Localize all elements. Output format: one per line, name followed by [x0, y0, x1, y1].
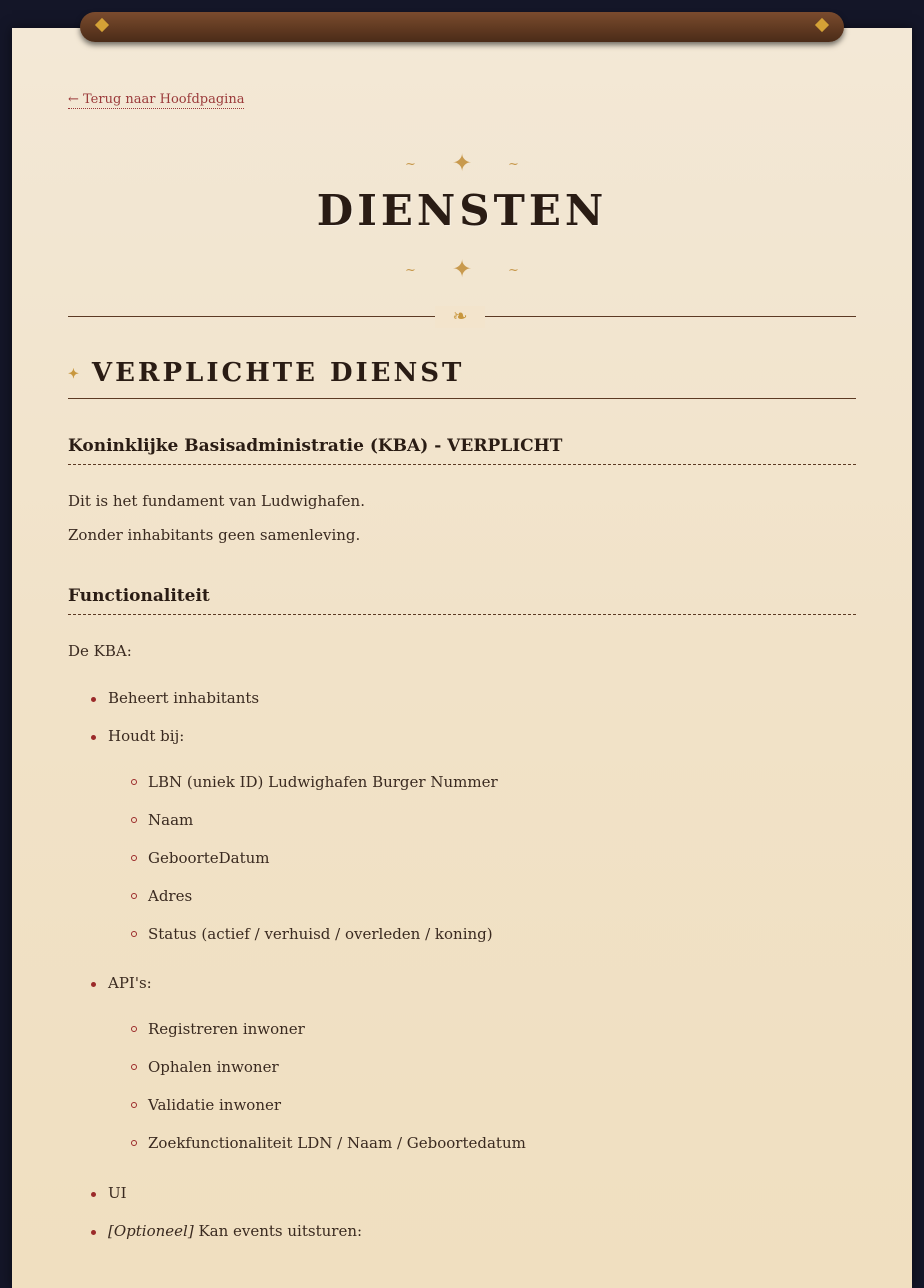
section-heading: [68, 358, 856, 399]
intro-line-2: Zonder inhabitants geen samenleving.: [68, 526, 361, 544]
list-item-optional-events: [108, 1222, 362, 1240]
sublist-item-zoekfunctionaliteit: Zoekfunctionaliteit LDN / Naam / Geboortedatum: [148, 1134, 526, 1152]
back-to-home-link[interactable]: ← Terug naar Hoofdpagina: [68, 92, 245, 107]
page-title: DIENSTEN: [316, 186, 608, 235]
sublist-item-validatie: Validatie inwoner: [148, 1096, 282, 1114]
list-item-apis: API's:: [108, 974, 152, 992]
kba-subheading: Koninklijke Basisadministratie (KBA) - VERPLICHT: [68, 436, 856, 465]
tilde-icon: ~: [405, 157, 416, 172]
sublist-item-geboortedatum: GeboorteDatum: [148, 849, 270, 867]
sublist-item-naam: Naam: [148, 811, 194, 829]
star-icon: ✦: [451, 149, 473, 177]
list-item-beheert: Beheert inhabitants: [108, 689, 260, 707]
sublist-item-lbn: LBN (uniek ID) Ludwighafen Burger Nummer: [148, 773, 498, 791]
star-icon: ✦: [451, 255, 473, 283]
intro-line-1: Dit is het fundament van Ludwighafen.: [68, 492, 365, 510]
rod-cap-left-icon: [95, 18, 109, 32]
parchment-page: [12, 28, 912, 1288]
sublist-item-registreren: Registreren inwoner: [148, 1020, 305, 1038]
scroll-rod: [80, 12, 844, 42]
functionality-heading: Functionaliteit: [68, 586, 856, 615]
fleuron-icon: ❧: [435, 306, 485, 328]
optional-label: [Optioneel]: [108, 1222, 194, 1240]
list-item-houdt-bij: Houdt bij:: [108, 727, 185, 745]
tilde-icon: ~: [508, 157, 519, 172]
optional-text: Kan events uitsturen:: [193, 1222, 363, 1240]
functionality-lead: De KBA:: [68, 642, 132, 660]
sublist-item-status: Status (actief / verhuisd / overleden / koning): [148, 925, 493, 943]
list-item-ui: UI: [108, 1184, 127, 1202]
sparkle-icon: ✦: [68, 366, 82, 382]
tilde-icon: ~: [508, 263, 519, 278]
title-ornament-top: [68, 146, 856, 177]
rod-cap-right-icon: [815, 18, 829, 32]
sublist-item-ophalen: Ophalen inwoner: [148, 1058, 279, 1076]
tilde-icon: ~: [405, 263, 416, 278]
sublist-item-adres: Adres: [148, 887, 193, 905]
title-ornament-bottom: [68, 252, 856, 283]
section-heading-text: VERPLICHTE DIENST: [91, 358, 465, 388]
